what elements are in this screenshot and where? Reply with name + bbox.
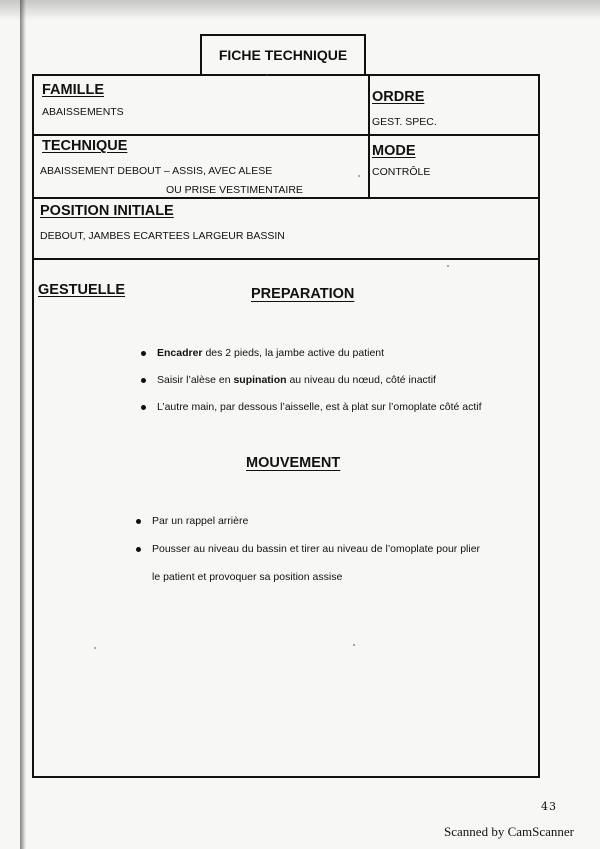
preparation-item-bold: supination <box>233 374 287 386</box>
preparation-heading: PREPARATION <box>251 286 355 302</box>
preparation-item-pre: L’autre main, par dessous l’aisselle, est à plat sur l’omoplate côté actif <box>157 401 482 413</box>
scanner-watermark: Scanned by CamScanner <box>444 824 574 839</box>
mode-value: CONTRÔLE <box>372 166 431 178</box>
ordre-label: ORDRE <box>372 89 425 105</box>
divider-famille <box>32 134 370 136</box>
technique-value-line2: OU PRISE VESTIMENTAIRE <box>166 184 303 196</box>
scan-speck <box>447 265 449 267</box>
preparation-item <box>141 401 482 428</box>
divider-column <box>368 74 370 199</box>
divider-ordre <box>370 134 540 136</box>
mouvement-item-continuation: le patient et provoquer sa position assise <box>152 571 343 583</box>
scan-shadow-left <box>20 0 26 849</box>
position-initiale-value: DEBOUT, JAMBES ECARTEES LARGEUR BASSIN <box>40 230 285 242</box>
preparation-list <box>141 347 482 428</box>
mouvement-heading: MOUVEMENT <box>246 455 341 471</box>
scan-speck <box>353 644 355 646</box>
technique-label: TECHNIQUE <box>42 138 128 154</box>
ordre-value: GEST. SPEC. <box>372 116 437 128</box>
preparation-item <box>141 347 482 374</box>
preparation-item <box>141 374 482 401</box>
preparation-item-bold: Encadrer <box>157 347 203 359</box>
preparation-item-post: au niveau du nœud, côté inactif <box>286 374 436 386</box>
scan-shadow-top <box>0 0 600 20</box>
famille-value: ABAISSEMENTS <box>42 106 124 118</box>
position-initiale-label: POSITION INITIALE <box>40 203 174 219</box>
mouvement-list <box>136 515 480 599</box>
technique-value-line1: ABAISSEMENT DEBOUT – ASSIS, AVEC ALESE <box>40 165 273 177</box>
mouvement-item: Pousser au niveau du bassin et tirer au niveau de l’omoplate pour plier <box>136 543 480 571</box>
page-title: FICHE TECHNIQUE <box>200 34 366 74</box>
page-number: 43 <box>541 800 557 813</box>
scan-speck <box>94 647 96 649</box>
scan-speck <box>358 175 360 177</box>
mouvement-item: Par un rappel arrière <box>136 515 480 543</box>
preparation-item-post: des 2 pieds, la jambe active du patient <box>202 347 385 359</box>
divider-position <box>32 258 540 260</box>
mode-label: MODE <box>372 143 416 159</box>
scan-speck <box>266 74 268 76</box>
gestuelle-label: GESTUELLE <box>38 282 126 298</box>
divider-technique <box>32 197 540 199</box>
famille-label: FAMILLE <box>42 82 105 98</box>
preparation-item-pre: Saisir l’alèse en <box>157 374 234 386</box>
